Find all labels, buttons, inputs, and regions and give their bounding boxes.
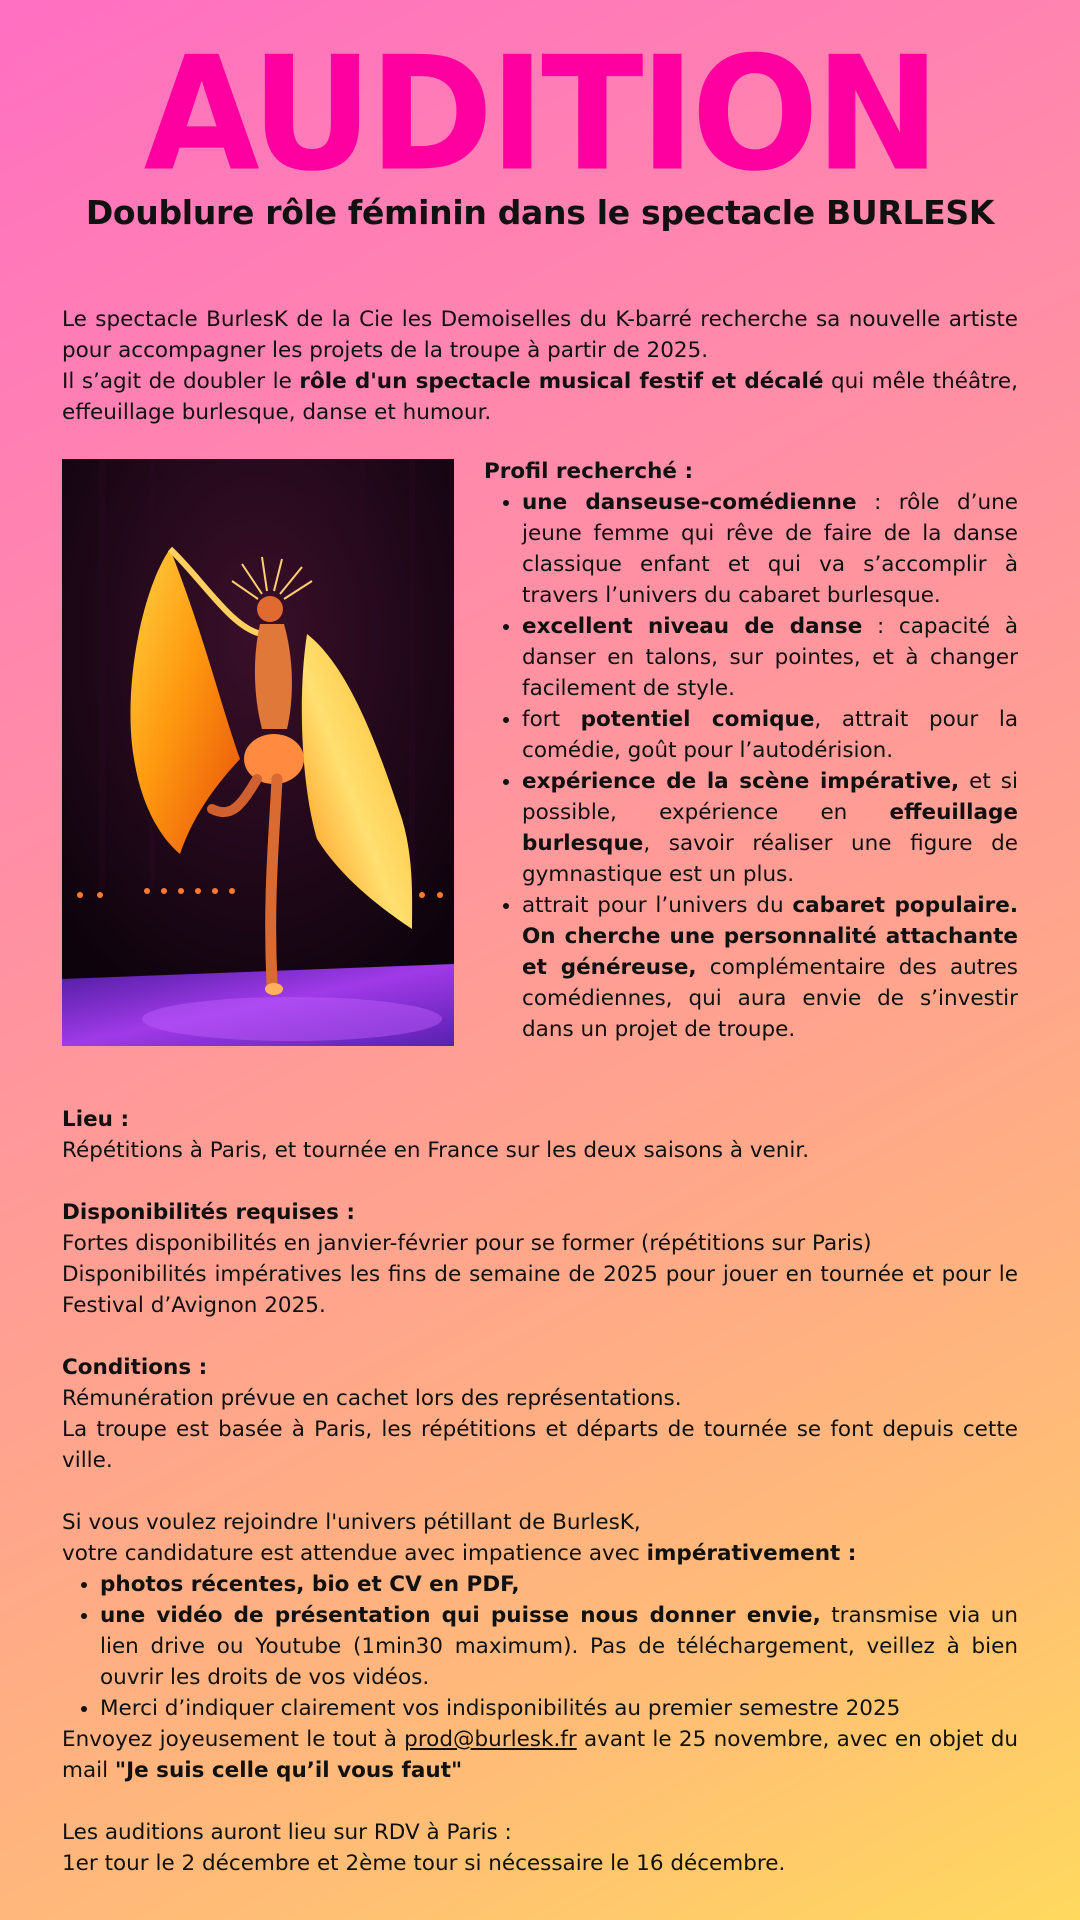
candidature-line-1: Si vous voulez rejoindre l'univers pétillant de BurlesK, <box>62 1510 641 1535</box>
profile-item-5-bold: cabaret populaire. On cherche une personnalité attachante et généreuse, <box>522 893 1018 980</box>
send-instructions <box>62 1724 1018 1786</box>
spacer <box>62 1166 1018 1197</box>
page-title: AUDITION <box>143 23 937 207</box>
disponibilites-heading-row <box>62 1197 1018 1228</box>
conditions-line-2: La troupe est basée à Paris, les répétitions et départs de tournée se font depuis cette ville. <box>62 1417 1018 1473</box>
conditions-heading: Conditions : <box>62 1355 208 1380</box>
candidature-line-2-bold: impérativement : <box>646 1541 857 1566</box>
profile-heading: Profil recherché : <box>484 459 694 484</box>
profile-item-3-text: , attrait pour la comédie, goût pour l’autodérision. <box>522 707 1018 763</box>
candidature-item-2-bold: une vidéo de présentation qui puisse nous donner envie, <box>100 1603 821 1628</box>
profile-item-5-text: complémentaire des autres comédiennes, qui aura envie de s’investir dans un projet de troupe. <box>522 955 1018 1042</box>
list-item <box>522 611 1018 704</box>
list-item <box>522 487 1018 611</box>
profile-item-3-bold: potentiel comique <box>580 707 815 732</box>
profile-section <box>484 456 1018 1045</box>
intro-line-1: Le spectacle BurlesK de la Cie les Demoiselles du K-barré recherche sa nouvelle artiste pour accompagner les projets de la troupe à partir de 2025. <box>62 307 1018 363</box>
candidature-item-3-text: Merci d’indiquer clairement vos indisponibilités au premier semestre 2025 <box>100 1696 901 1721</box>
send-subject: "Je suis celle qu’il vous faut" <box>114 1758 463 1783</box>
profile-item-5-pre: attrait pour l’univers du <box>522 893 793 918</box>
disponibilites-line-2: Disponibilités impératives les fins de semaine de 2025 pour jouer en tournée et pour le Festival d’Avignon 2025. <box>62 1262 1018 1318</box>
list-item <box>522 890 1018 1045</box>
candidature-line-2-pre: votre candidature est attendue avec impatience avec <box>62 1541 647 1566</box>
dancer-photo <box>62 459 454 1046</box>
profile-item-1-text: : rôle d’une jeune femme qui rêve de faire de la danse classique enfant et qui va s’accomplir à travers l’univers du cabaret burlesque. <box>522 490 1018 608</box>
spacer <box>62 1786 1018 1817</box>
auditions-line-1: Les auditions auront lieu sur RDV à Paris : <box>62 1820 512 1845</box>
disponibilites-line-1: Fortes disponibilités en janvier-février pour se former (répétitions sur Paris) <box>62 1231 872 1256</box>
list-item <box>100 1600 1018 1693</box>
list-item <box>100 1693 1018 1724</box>
intro-line-2 <box>62 366 1018 428</box>
candidature-list <box>62 1569 1018 1724</box>
spacer <box>62 1476 1018 1507</box>
auditions-line-2: 1er tour le 2 décembre et 2ème tour si nécessaire le 16 décembre. <box>62 1851 786 1876</box>
candidature-line-2 <box>62 1538 1018 1569</box>
list-item <box>100 1569 1018 1600</box>
intro-line-2-post: qui mêle théâtre, effeuillage burlesque, danse et humour. <box>62 369 1018 425</box>
send-pre: Envoyez joyeusement le tout à <box>62 1727 405 1752</box>
profile-item-4-bold: expérience de la scène impérative, <box>522 769 960 794</box>
dancer-illustration <box>62 459 454 1046</box>
profile-item-1-bold: une danseuse-comédienne <box>522 490 857 515</box>
profile-item-4-text: , savoir réaliser une figure de gymnastique est un plus. <box>522 831 1018 887</box>
conditions-line-1: Rémunération prévue en cachet lors des représentations. <box>62 1386 682 1411</box>
details-section <box>62 1104 1018 1879</box>
candidature-item-2-text: transmise via un lien drive ou Youtube (1min30 maximum). Pas de téléchargement, veillez à bien ouvrir les droits de vos vidéos. <box>100 1603 1018 1690</box>
intro-line-2-bold: rôle d'un spectacle musical festif et décalé <box>299 369 824 394</box>
profile-item-2-bold: excellent niveau de danse <box>522 614 863 639</box>
profile-item-2-text: : capacité à danser en talons, sur pointes, et à changer facilement de style. <box>522 614 1018 701</box>
profile-heading-row <box>484 456 1018 487</box>
intro-section <box>62 304 1018 428</box>
candidature-item-1-bold: photos récentes, bio et CV en PDF, <box>100 1572 520 1597</box>
page-subtitle: Doublure rôle féminin dans le spectacle BURLESK <box>85 193 995 232</box>
intro-line-2-pre: Il s’agit de doubler le <box>62 369 300 394</box>
disponibilites-heading: Disponibilités requises : <box>62 1200 356 1225</box>
email-link[interactable]: prod@burlesk.fr <box>404 1727 577 1752</box>
lieu-heading: Lieu : <box>62 1107 130 1132</box>
profile-item-3-pre: fort <box>522 707 581 732</box>
profile-item-4-bold2: effeuillage burlesque <box>522 800 1018 856</box>
conditions-heading-row <box>62 1352 1018 1383</box>
spacer <box>62 1321 1018 1352</box>
list-item <box>522 704 1018 766</box>
lieu-heading-row <box>62 1104 1018 1135</box>
list-item <box>522 766 1018 890</box>
profile-item-4-mid: et si possible, expérience en <box>522 769 1018 825</box>
send-mid: avant le 25 novembre, avec en objet du mail <box>62 1727 1018 1783</box>
lieu-text: Répétitions à Paris, et tournée en France sur les deux saisons à venir. <box>62 1138 810 1163</box>
profile-list <box>484 487 1018 1045</box>
